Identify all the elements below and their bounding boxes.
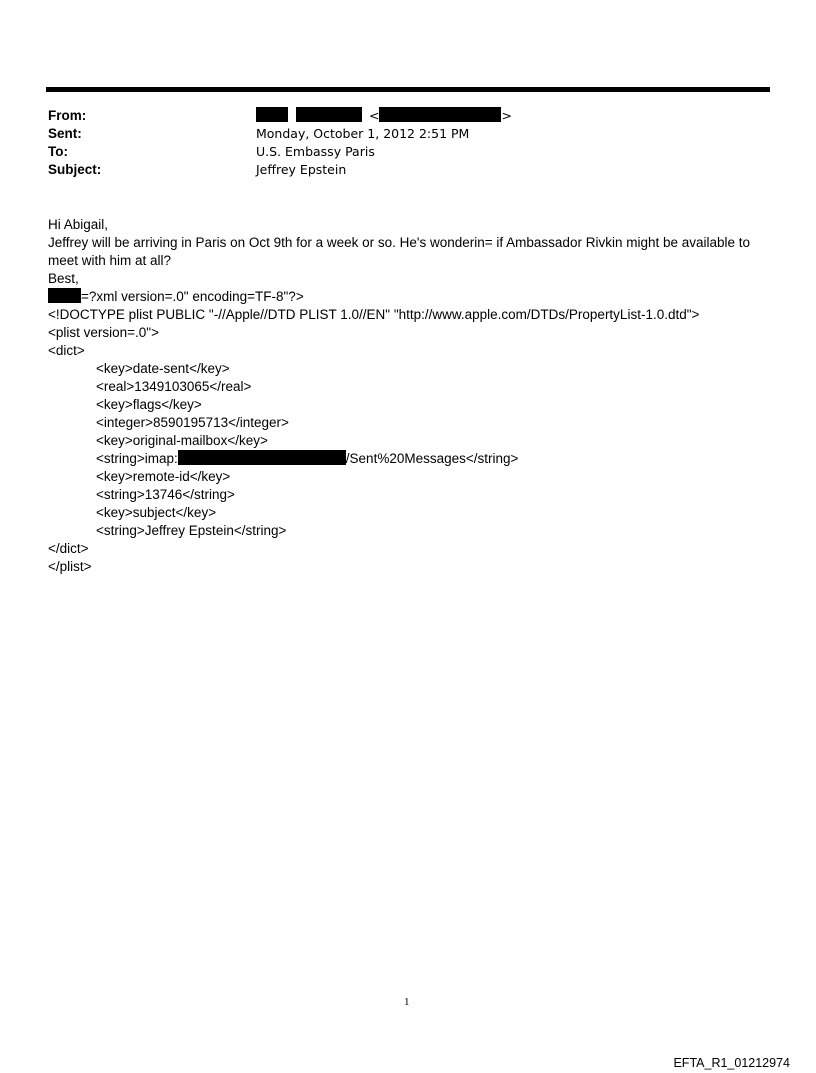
from-label: From: <box>48 108 87 123</box>
dict-close-line: </dict> <box>48 541 89 556</box>
doctype-line: <!DOCTYPE plist PUBLIC "-//Apple//DTD PLIST 1.0//EN" "http://www.apple.com/DTDs/PropertyList-1.0.dtd"> <box>48 307 700 322</box>
plist-line: <key>original-mailbox</key> <box>96 433 268 448</box>
to-label: To: <box>48 144 68 159</box>
plist-line: <key>date-sent</key> <box>96 361 230 376</box>
redaction-block <box>256 107 288 122</box>
message-paragraph: Jeffrey will be arriving in Paris on Oct 9th for a week or so. He's wonderin= if Ambassador Rivkin might be available to meet with him at all? <box>48 235 751 268</box>
greeting: Hi Abigail, <box>48 217 109 232</box>
redaction-block <box>178 450 346 465</box>
plist-open-line: <plist version=.0"> <box>48 325 159 340</box>
signoff: Best, <box>48 271 79 286</box>
plist-line: <key>flags</key> <box>96 397 202 412</box>
dict-open-line: <dict> <box>48 343 85 358</box>
plist-line: <string>Jeffrey Epstein</string> <box>96 523 287 538</box>
redaction-block <box>48 288 81 303</box>
from-email-close: > <box>501 108 512 123</box>
plist-line: <key>subject</key> <box>96 505 217 520</box>
plist-line: <string>13746</string> <box>96 487 235 502</box>
plist-line: <key>remote-id</key> <box>96 469 231 484</box>
plist-line: <real>1349103065</real> <box>96 379 252 394</box>
xml-declaration: =?xml version=.0" encoding=TF-8"?> <box>81 289 304 304</box>
redaction-block <box>296 107 362 122</box>
from-email-open: < <box>368 108 380 123</box>
from-value <box>256 107 512 125</box>
imap-prefix: <string>imap: <box>96 451 178 466</box>
plist-close-line: </plist> <box>48 559 92 574</box>
sent-value: Monday, October 1, 2012 2:51 PM <box>256 126 470 141</box>
to-value: U.S. Embassy Paris <box>256 144 375 159</box>
imap-line <box>48 450 768 468</box>
xml-declaration-line <box>48 288 768 306</box>
plist-line: <integer>8590195713</integer> <box>96 415 289 430</box>
imap-suffix: /Sent%20Messages</string> <box>345 451 519 466</box>
sent-label: Sent: <box>48 126 82 141</box>
subject-label: Subject: <box>48 162 102 177</box>
redaction-block <box>379 107 501 122</box>
header-rule <box>46 87 770 92</box>
bates-number: EFTA_R1_01212974 <box>673 1056 790 1070</box>
page-number: 1 <box>404 996 410 1008</box>
subject-value: Jeffrey Epstein <box>256 162 347 177</box>
email-body <box>48 216 768 576</box>
